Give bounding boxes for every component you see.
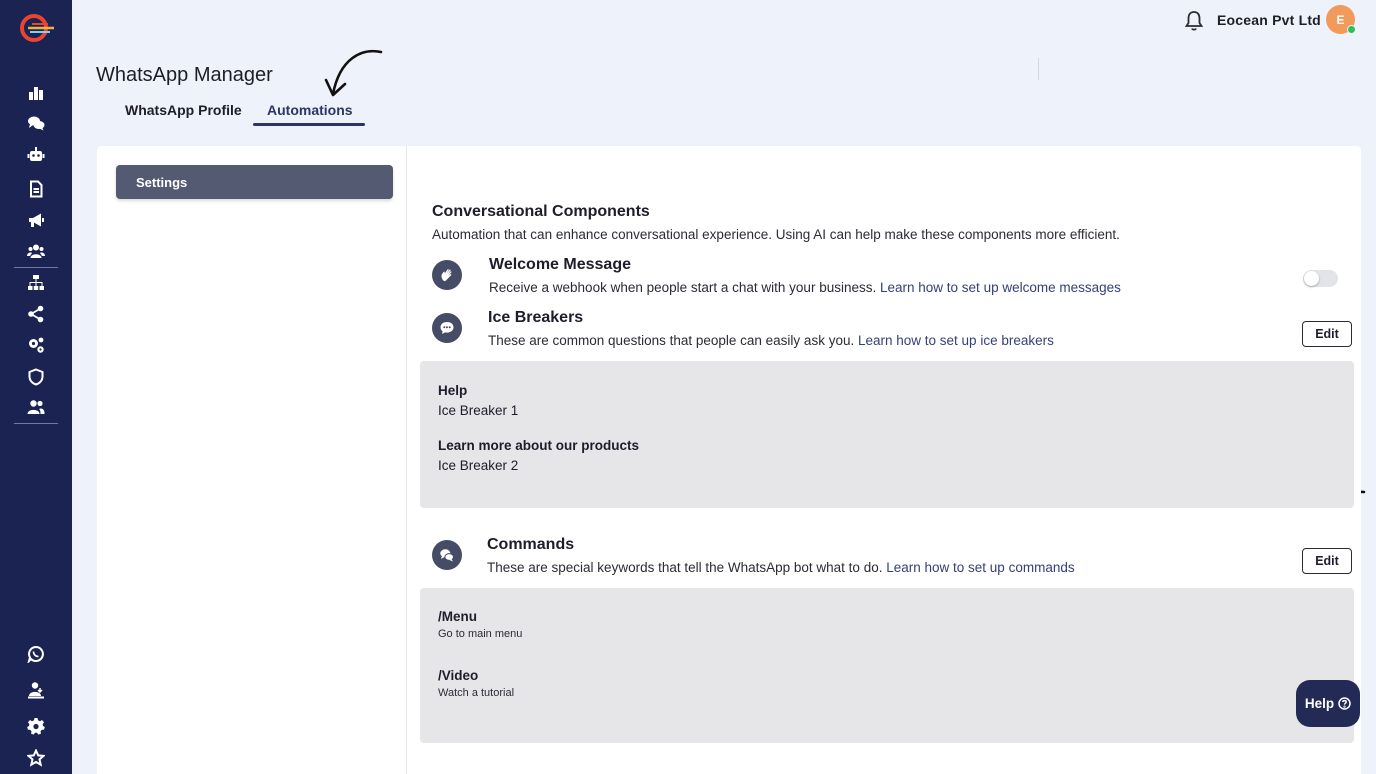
chats-icon[interactable] [24,112,48,134]
wave-hand-icon [432,260,462,290]
ice-breakers-learn-link[interactable]: Learn how to set up ice breakers [857,333,1054,348]
page-title: WhatsApp Manager [96,64,273,86]
commands-description-text: These are special keywords that tell the WhatsApp bot what to do. [487,560,883,575]
nav-divider [14,267,58,268]
nav-divider [14,423,58,424]
settings-menu-item[interactable] [116,165,393,199]
welcome-description-text: Receive a webhook when people start a chat with your business. [489,280,877,295]
gear-icon[interactable] [24,715,48,737]
command-keyword: /Menu [438,609,477,624]
brand-logo-icon[interactable] [20,13,56,43]
help-button[interactable] [1296,680,1360,727]
annotation-arrow-icon [318,46,388,102]
welcome-message-title: Welcome Message [489,256,631,273]
settings-label: Settings [136,174,188,190]
command-description: Go to main menu [438,628,523,640]
ice-breaker-name: Ice Breaker 1 [438,403,519,418]
tab-automations[interactable]: Automations [267,102,353,118]
welcome-message-description [489,280,1121,295]
speech-bubble-icon [432,313,462,343]
section-description: Automation that can enhance conversational experience. Using AI can help make these components more efficient. [432,227,1120,242]
user-download-icon[interactable] [24,679,48,701]
notifications-bell-icon[interactable] [1184,10,1204,32]
nav-rail [0,0,72,774]
help-label: Help [1304,696,1335,711]
ice-breakers-title: Ice Breakers [488,309,584,326]
hierarchy-icon[interactable] [24,272,48,294]
whatsapp-icon[interactable] [24,643,48,665]
ice-breaker-name: Ice Breaker 2 [438,458,519,473]
commands-learn-link[interactable]: Learn how to set up commands [886,560,1075,575]
tab-whatsapp-profile[interactable]: WhatsApp Profile [125,102,242,118]
commands-edit-button[interactable]: Edit [1302,548,1352,574]
document-icon[interactable] [24,178,48,200]
shield-icon[interactable] [24,366,48,388]
command-description: Watch a tutorial [438,687,515,699]
settings-gears-icon[interactable] [24,334,48,356]
avatar-initial: E [1336,12,1345,27]
toggle-knob [1304,271,1319,286]
ice-breakers-description [488,333,1054,348]
section-title: Conversational Components [432,203,650,220]
header-separator [1038,58,1039,80]
ice-breakers-panel [420,361,1354,508]
question-circle-icon [1338,697,1351,710]
online-status-dot [1347,25,1356,34]
analytics-icon[interactable] [24,82,48,104]
users-icon[interactable] [24,396,48,418]
commands-title: Commands [487,536,575,553]
card-divider [406,146,407,774]
contacts-icon[interactable] [24,240,48,262]
command-keyword: /Video [438,668,479,683]
active-tab-indicator [253,123,365,126]
ice-breakers-description-text: These are common questions that people can easily ask you. [488,333,855,348]
ice-breaker-question: Help [438,383,468,398]
bot-icon[interactable] [24,144,48,166]
commands-panel [420,588,1354,743]
ice-breakers-edit-button[interactable]: Edit [1302,321,1352,347]
welcome-learn-link[interactable]: Learn how to set up welcome messages [880,280,1121,295]
megaphone-icon[interactable] [24,209,48,231]
chats-bubble-icon [432,540,462,570]
avatar[interactable] [1326,5,1355,34]
share-icon[interactable] [24,303,48,325]
commands-description [487,560,1075,575]
welcome-message-toggle[interactable] [1303,270,1338,287]
star-icon[interactable] [24,747,48,769]
company-name[interactable]: Eocean Pvt Ltd [1217,12,1321,28]
ice-breaker-question: Learn more about our products [438,438,640,453]
